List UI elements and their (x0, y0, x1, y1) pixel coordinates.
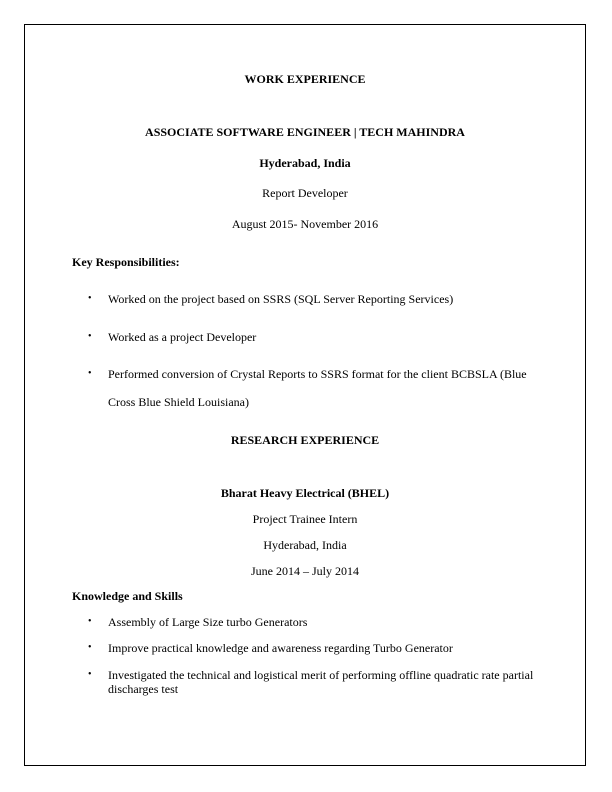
bullet-icon: • (88, 293, 92, 304)
research-organization: Bharat Heavy Electrical (BHEL) (220, 486, 390, 500)
research-role: Project Trainee Intern (252, 512, 358, 526)
responsibility-item: Worked on the project based on SSRS (SQL Server Reporting Services) (108, 292, 454, 306)
bullet-icon: • (88, 616, 92, 627)
job-location: Hyderabad, India (259, 156, 351, 170)
skill-item: Investigated the technical and logistical merit of performing offline quadratic rate partial discharges test (108, 668, 534, 696)
skill-item: Improve practical knowledge and awareness regarding Turbo Generator (108, 641, 453, 655)
responsibility-item: Worked as a project Developer (108, 330, 257, 344)
research-location: Hyderabad, India (263, 538, 347, 552)
job-title: ASSOCIATE SOFTWARE ENGINEER | TECH MAHINDRA (145, 125, 465, 139)
work-experience-heading: WORK EXPERIENCE (244, 72, 366, 86)
responsibility-item-continued: Cross Blue Shield Louisiana) (108, 395, 249, 409)
research-experience-heading: RESEARCH EXPERIENCE (230, 433, 380, 447)
job-dates: August 2015- November 2016 (231, 217, 379, 231)
job-role: Report Developer (262, 186, 348, 200)
bullet-icon: • (88, 368, 92, 379)
bullet-icon: • (88, 669, 92, 680)
skill-item: Assembly of Large Size turbo Generators (108, 615, 308, 629)
research-dates: June 2014 – July 2014 (251, 564, 359, 578)
knowledge-skills-heading: Knowledge and Skills (72, 589, 183, 603)
responsibility-item: Performed conversion of Crystal Reports to SSRS format for the client BCBSLA (Blue (108, 367, 527, 381)
bullet-icon: • (88, 642, 92, 653)
bullet-icon: • (88, 331, 92, 342)
key-responsibilities-heading: Key Responsibilities: (72, 255, 180, 269)
